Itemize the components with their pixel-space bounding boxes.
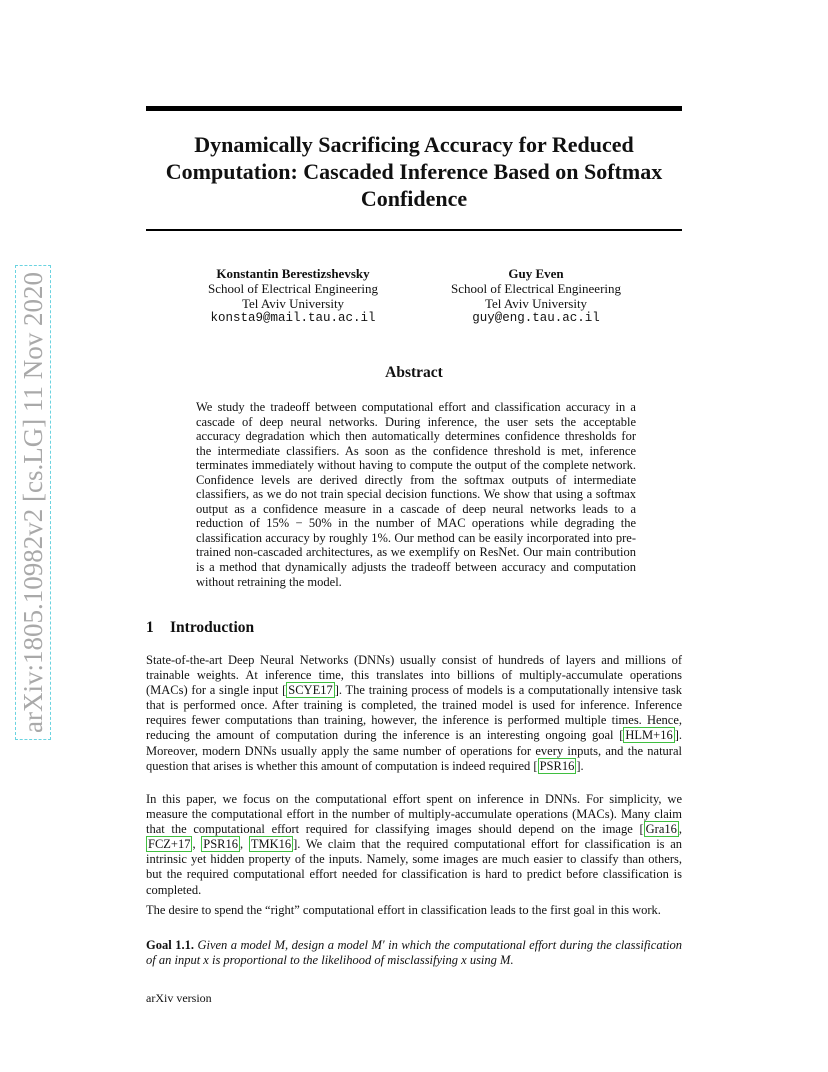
text-run: , [678, 822, 682, 837]
author-school: School of Electrical Engineering [207, 281, 379, 296]
citation-link[interactable]: TMK16 [250, 837, 292, 852]
author-block-1 [190, 266, 396, 326]
intro-paragraph-1 [146, 653, 682, 774]
citation-link[interactable]: SCYE17 [288, 683, 333, 698]
intro-paragraph-2 [146, 792, 682, 898]
author-university: Tel Aviv University [241, 296, 345, 311]
text-run: ]. [576, 758, 584, 773]
abstract-heading: Abstract [385, 364, 443, 381]
text-run: ]. Moreover, modern DNNs usually apply the same number of operations for every inputs, and the natural question that arises is whether this amount of computation is indeed required [ [146, 728, 682, 773]
citation-link[interactable]: PSR16 [203, 837, 239, 852]
author-email: guy@eng.tau.ac.il [472, 311, 600, 325]
text-run: In this paper, we focus on the computational effort spent on inference in DNNs. For simplicity, we measure the computational effort in the number of multiply-accumulate operations (MACs). Many claim that the computational effort required for classifying images should depend on the image [ [146, 792, 682, 837]
paper-title: Dynamically Sacrificing Accuracy for Reduced Computation: Cascaded Inference Based on Softmax Confidence [165, 132, 663, 211]
citation-link[interactable]: PSR16 [539, 758, 575, 773]
section-heading [146, 619, 682, 637]
author-email: konsta9@mail.tau.ac.il [210, 311, 376, 325]
abstract-text: We study the tradeoff between computational effort and classification accuracy in a cascade of deep neural networks. During inference, the user sets the acceptable accuracy degradation which then automatically determines confidence thresholds for the intermediate classifiers. As soon as the confidence threshold is met, inference terminates immediately without having to compute the output of the complete network. Confidence levels are derived directly from the softmax outputs of intermediate classifiers, as we do not train special decision functions. We show that using a softmax output as a confidence measure in a cascade of deep neural networks leads to a reduction of 15% − 50% in the number of MAC operations while degrading the classification accuracy by roughly 1%. Our method can be easily incorporated into pre-trained non-cascaded architectures, as we exemplify on ResNet. Our main contribution is a method that dynamically adjusts the tradeoff between accuracy and computation without retraining the model. [196, 400, 636, 589]
author-school: School of Electrical Engineering [450, 281, 622, 296]
goal-label: Goal 1.1. [146, 938, 194, 952]
text-run: ]. We claim that the required computational effort for classification is an intrinsic yet hidden property of the inputs. Namely, some images are much easier to classify than others, but the required computational effort needed for classification is hard to predict before classification is completed. [146, 837, 682, 897]
text-run: ]. The training process of models is a computationally intensive task that is performed once. After training is completed, the trained model is used for inference. Inference requires fewer computations than training, however, the inference is performed multiple times. Hence, reducing the amount of computation during the inference is an interesting ongoing goal [ [146, 683, 682, 743]
text-run: State-of-the-art Deep Neural Networks (DNNs) usually consist of hundreds of layers and millions of trainable weights. At inference time, this translates into billions of multiply-accumulate operations (MACs) for a single input [ [146, 653, 682, 698]
title-bottom-rule [146, 229, 682, 231]
author-name: Konstantin Berestizshevsky [216, 266, 370, 281]
intro-paragraph-3: The desire to spend the “right” computational effort in classification leads to the first goal in this work. [146, 903, 661, 917]
author-university: Tel Aviv University [484, 296, 588, 311]
goal-text: Given a model M, design a model M′ in which the computational effort during the classification of an input x is proportional to the likelihood of misclassifying x using M. [146, 938, 683, 968]
text-run: , [240, 837, 249, 852]
section-number: 1 [146, 619, 154, 636]
text-run: , [192, 837, 202, 852]
author-name: Guy Even [508, 266, 564, 281]
title-top-rule [146, 106, 682, 111]
footer-note: arXiv version [146, 991, 212, 1005]
arxiv-identifier: arXiv:1805.10982v2 [cs.LG] 11 Nov 2020 [15, 265, 51, 740]
section-title: Introduction [170, 619, 255, 636]
goal-statement [146, 938, 682, 968]
author-block-2 [436, 266, 636, 326]
citation-link[interactable]: Gra16 [645, 822, 677, 837]
citation-link[interactable]: FCZ+17 [148, 837, 191, 852]
citation-link[interactable]: HLM+16 [625, 728, 673, 743]
